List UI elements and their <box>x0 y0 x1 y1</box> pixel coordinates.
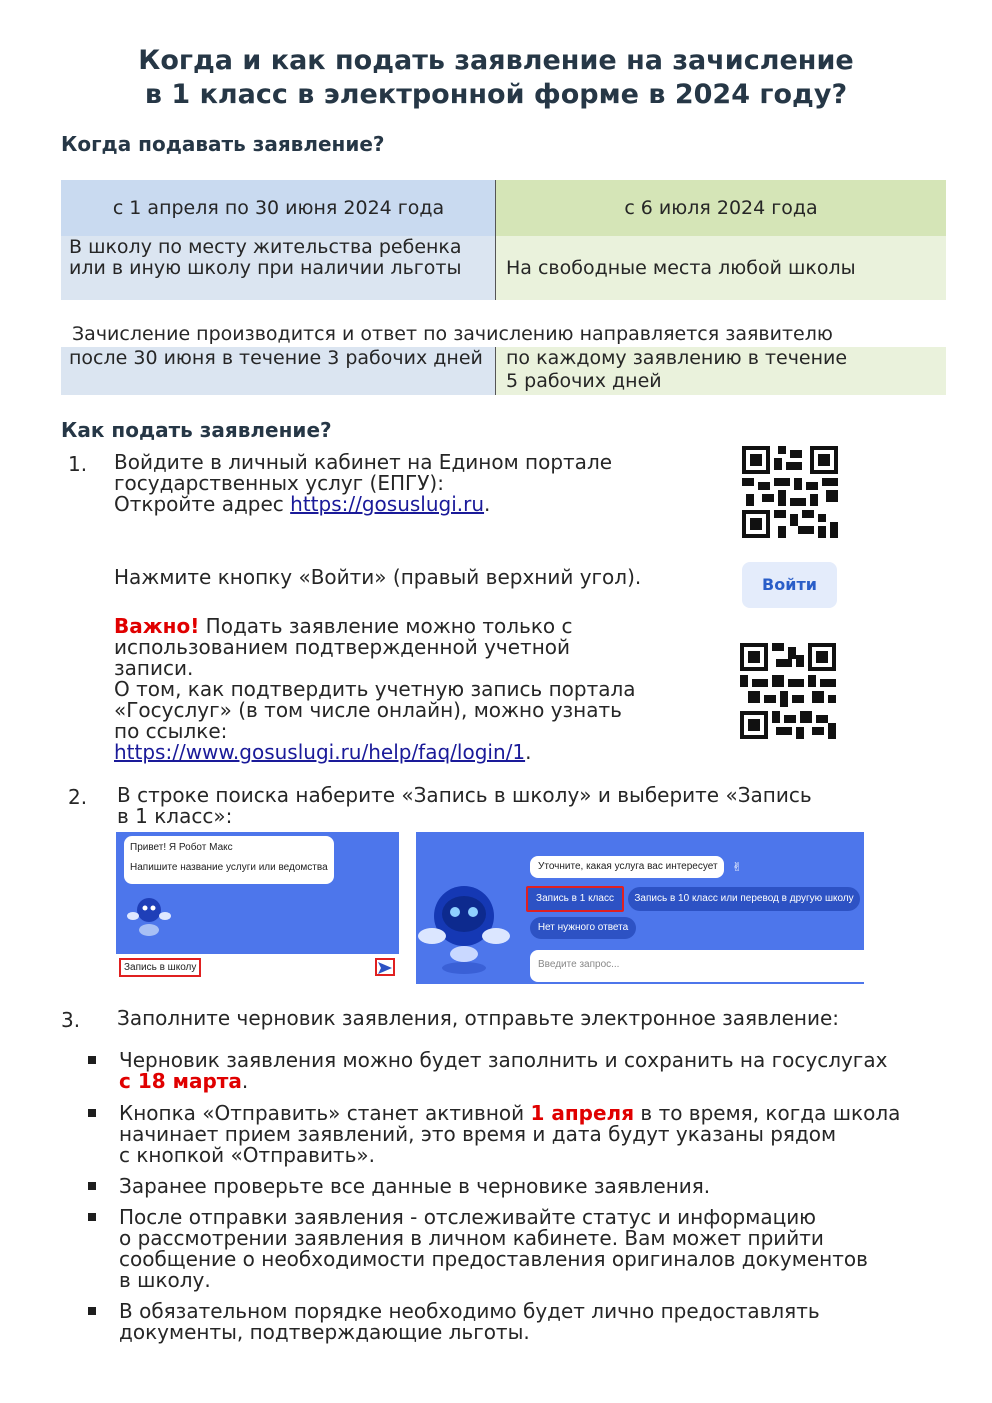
bullet-1-period: . <box>241 1069 249 1093</box>
gosuslugi-link[interactable]: https://gosuslugi.ru <box>290 492 485 516</box>
enrollment-period-1: после 30 июня в течение 3 рабочих дней <box>61 347 496 395</box>
important-line-6: по ссылке: <box>114 719 228 743</box>
bullet-2-line-3: с кнопкой «Отправить». <box>119 1143 375 1167</box>
step-2-text <box>117 785 877 827</box>
faq-period: . <box>525 740 532 764</box>
option-no-answer[interactable]: Нет нужного ответа <box>530 917 636 939</box>
bullet-2-post: в то время, когда школа <box>634 1101 901 1125</box>
table-header-period-1: с 1 апреля по 30 июня 2024 года <box>61 180 496 236</box>
section-how-heading: Как подать заявление? <box>61 418 332 442</box>
bullet-2-date: 1 апреля <box>530 1101 635 1125</box>
robot-max-icon <box>418 878 510 978</box>
bullet-1-date: с 18 марта <box>119 1069 242 1093</box>
step-3-text: Заполните черновик заявления, отправьте электронное заявление: <box>117 1006 840 1030</box>
bullet-2-pre: Кнопка «Отправить» станет активной <box>119 1101 531 1125</box>
bullet-4-line-1: После отправки заявления - отслеживайте статус и информацию <box>119 1205 817 1229</box>
important-line-1 <box>114 616 714 637</box>
important-line-3: записи. <box>114 656 194 680</box>
chat-input-placeholder: Введите запрос... <box>538 959 620 970</box>
important-line-7 <box>114 742 714 763</box>
table-divider <box>495 180 496 300</box>
page-title <box>0 44 992 112</box>
important-label: Важно! <box>114 614 200 638</box>
enrollment-period-2-line1: по каждому заявлению в течение <box>506 347 848 369</box>
bullet-2-marker <box>88 1109 96 1117</box>
title-line-2: в 1 класс в электронной форме в 2024 году? <box>144 79 848 110</box>
important-line-4: О том, как подтвердить учетную запись портала <box>114 677 636 701</box>
bullet-1-line-2 <box>119 1071 949 1092</box>
important-line-2: использованием подтвержденной учетной <box>114 635 571 659</box>
step-1-open-label: Откройте адрес <box>114 492 291 516</box>
chat-greeting-bubble <box>124 836 334 884</box>
bullet-2-line-2: начинает прием заявлений, это время и дата будут указаны рядом <box>119 1122 837 1146</box>
qr-code-faq <box>740 643 836 739</box>
send-arrow-icon <box>377 961 393 975</box>
bullet-5-text <box>119 1301 949 1343</box>
login-instruction: Нажмите кнопку «Войти» (правый верхний угол). <box>114 565 642 589</box>
thumbs-icon[interactable]: ✌ <box>732 860 743 874</box>
table-cell-free-places: На свободные места любой школы <box>496 236 946 300</box>
important-text-1: Подать заявление можно только с <box>199 614 573 638</box>
step-1-line-2: государственных услуг (ЕПГУ): <box>114 471 444 495</box>
bullet-1-line-1: Черновик заявления можно будет заполнить и сохранить на госуслугах <box>119 1048 888 1072</box>
enrollment-heading: Зачисление производится и ответ по зачислению направляется заявителю <box>72 323 833 345</box>
chat-greeting: Привет! Я Робот Макс <box>130 842 233 853</box>
step-2-number: 2. <box>68 785 88 809</box>
bullet-1-marker <box>88 1056 96 1064</box>
enrollment-period-2 <box>496 347 946 395</box>
step-2-line-2: в 1 класс»: <box>117 804 233 828</box>
chat-screenshot-select <box>416 832 864 984</box>
chat-screenshot-search <box>116 832 399 984</box>
step-3-number: 3. <box>61 1008 81 1032</box>
robot-icon <box>124 888 174 938</box>
chat-prompt: Напишите название услуги или ведомства <box>130 862 328 873</box>
step-2-line-1: В строке поиска наберите «Запись в школу» и выберите «Запись <box>117 783 812 807</box>
important-note <box>114 616 714 763</box>
enrollment-divider <box>495 347 496 395</box>
bullet-4-line-2: о рассмотрении заявления в личном кабинете. Вам может прийти <box>119 1226 824 1250</box>
bullet-4-marker <box>88 1213 96 1221</box>
step-1-number: 1. <box>68 452 88 476</box>
option-tenth-grade[interactable]: Запись в 10 класс или перевод в другую школу <box>628 887 860 911</box>
faq-login-link[interactable]: https://www.gosuslugi.ru/help/faq/login/1 <box>114 740 526 764</box>
step-1-line-1: Войдите в личный кабинет на Едином портале <box>114 450 613 474</box>
title-line-1: Когда и как подать заявление на зачисление <box>138 45 854 76</box>
step-1-line-3 <box>114 494 714 515</box>
chat-question-bubble: Уточните, какая услуга вас интересует <box>530 856 724 878</box>
chat-search-query: Запись в школу <box>119 958 201 977</box>
bullet-2-line-1 <box>119 1103 949 1124</box>
bullet-2-text <box>119 1103 949 1166</box>
login-button[interactable]: Войти <box>742 562 837 608</box>
section-when-heading: Когда подавать заявление? <box>61 132 385 156</box>
send-button[interactable] <box>375 958 395 976</box>
chat-input[interactable] <box>530 950 864 982</box>
bullet-3-marker <box>88 1182 96 1190</box>
bullet-1-text <box>119 1050 949 1092</box>
table-header-period-2: с 6 июля 2024 года <box>496 180 946 236</box>
bullet-4-text <box>119 1207 949 1291</box>
chat-search-bar[interactable] <box>116 954 399 984</box>
bullet-5-line-1: В обязательном порядке необходимо будет лично предоставлять <box>119 1299 820 1323</box>
step-1-text <box>114 452 714 515</box>
bullet-5-marker <box>88 1307 96 1315</box>
table-cell-residence: В школу по месту жительства ребенка или в иную школу при наличии льготы <box>61 236 496 300</box>
enrollment-period-2-line2: 5 рабочих дней <box>506 370 662 392</box>
bullet-3-text: Заранее проверьте все данные в черновике заявления. <box>119 1174 711 1198</box>
bullet-4-line-4: в школу. <box>119 1268 211 1292</box>
option-first-grade[interactable]: Запись в 1 класс <box>526 886 624 912</box>
qr-code-gosuslugi <box>742 446 838 538</box>
important-line-5: «Госуслуг» (в том числе онлайн), можно узнать <box>114 698 622 722</box>
bullet-4-line-3: сообщение о необходимости предоставления оригиналов документов <box>119 1247 868 1271</box>
bullet-5-line-2: документы, подтверждающие льготы. <box>119 1320 530 1344</box>
step-1-period: . <box>484 492 491 516</box>
